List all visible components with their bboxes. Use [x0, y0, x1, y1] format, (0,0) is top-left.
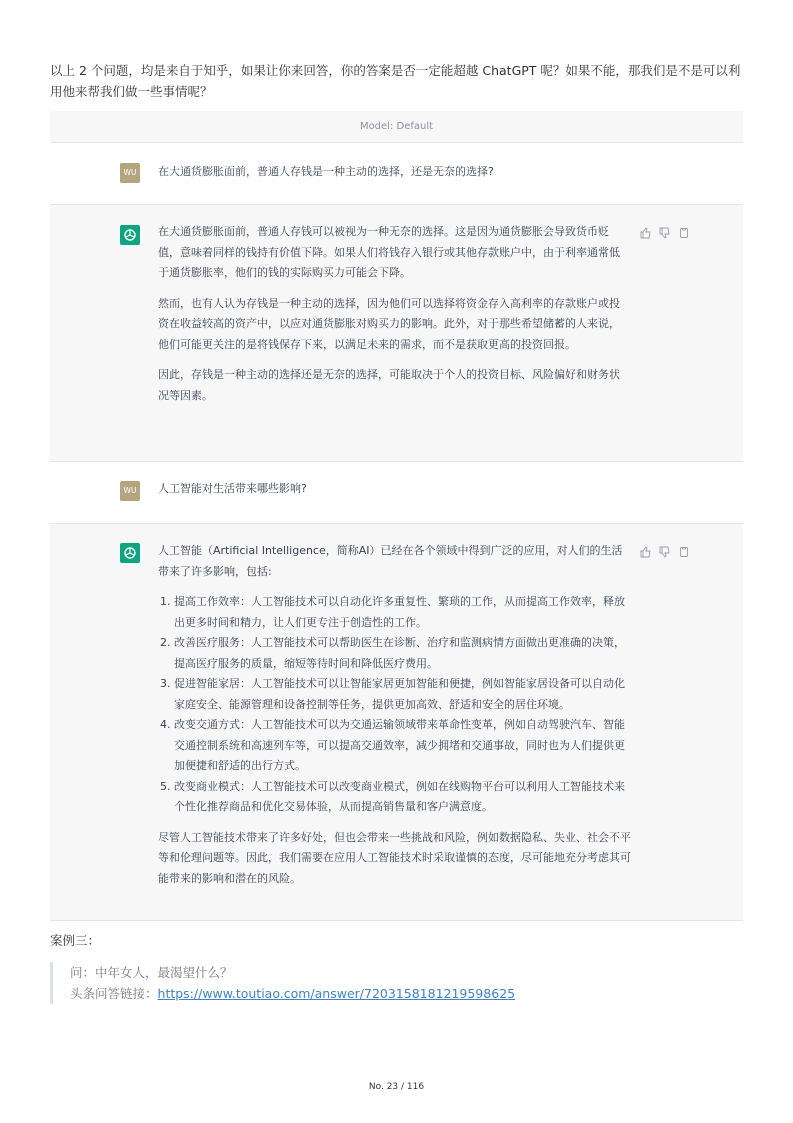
- link-prefix: 头条问答链接：: [70, 986, 158, 1001]
- user-message-text: 在大通货膨胀面前，普通人存钱是一种主动的选择，还是无奈的选择?: [158, 165, 494, 178]
- assistant-message-1: [50, 205, 743, 462]
- user-message-2: [50, 462, 743, 524]
- message-actions: [640, 546, 690, 558]
- impact-list: [158, 592, 632, 818]
- thumbs-down-icon[interactable]: [659, 546, 671, 558]
- model-label: Model: Default: [50, 111, 743, 143]
- thumbs-up-icon[interactable]: [640, 546, 652, 558]
- case-heading: 案例三：: [50, 933, 101, 948]
- case-question: 问：中年女人，最渴望什么？: [70, 965, 233, 980]
- list-item: 3. 促进智能家居：人工智能技术可以让智能家居更加智能和便捷，例如智能家居设备可以自动化家庭安全、能源管理和设备控制等任务，提供更加高效、舒适和安全的居住环境。: [174, 674, 632, 715]
- copy-icon[interactable]: [678, 546, 690, 558]
- chatgpt-logo-icon: [120, 225, 140, 245]
- list-item: 1. 提高工作效率：人工智能技术可以自动化许多重复性、繁琐的工作，从而提高工作效率，释放出更多时间和精力，让人们更专注于创造性的工作。: [174, 592, 632, 633]
- paragraph: 然而，也有人认为存钱是一种主动的选择，因为他们可以选择将资金存入高利率的存款账户或投资在收益较高的资产中，以应对通货膨胀对购买力的影响。此外，对于那些希望储蓄的人来说，他们可能更关注的是将钱保存下来，以满足未来的需求，而不是获取更高的投资回报。: [158, 296, 620, 351]
- assistant-message-text: [158, 541, 632, 899]
- list-item: 4. 改变交通方式：人工智能技术可以为交通运输领域带来革命性变革，例如自动驾驶汽车、智能交通控制系统和高速列车等，可以提高交通效率，减少拥堵和交通事故，同时也为人们提供更加便捷和舒适的出行方式。: [174, 715, 632, 777]
- thumbs-up-icon[interactable]: [640, 227, 652, 239]
- blockquote: [50, 962, 515, 1004]
- user-avatar: WU: [120, 481, 140, 501]
- paragraph: 因此，存钱是一种主动的选择还是无奈的选择，可能取决于个人的投资目标、风险偏好和财务状况等因素。: [158, 368, 620, 402]
- message-actions: [640, 227, 690, 239]
- assistant-message-2: [50, 524, 743, 921]
- toutiao-answer-link[interactable]: https://www.toutiao.com/answer/7203158181219598625: [157, 986, 516, 1001]
- list-item: 2. 改善医疗服务：人工智能技术可以帮助医生在诊断、治疗和监测病情方面做出更准确的决策，提高医疗服务的质量，缩短等待时间和降低医疗费用。: [174, 633, 632, 674]
- chatgpt-logo-icon: [120, 543, 140, 563]
- intro-paragraph: 以上 2 个问题，均是来自于知乎，如果让你来回答，你的答案是否一定能超越 ChatGPT 呢？如果不能，那我们是不是可以利用他来帮我们做一些事情呢？: [50, 63, 741, 99]
- page-number: No. 23 / 116: [368, 1082, 425, 1092]
- chat-transcript: [50, 111, 743, 921]
- user-message-1: [50, 143, 743, 205]
- paragraph: 在大通货膨胀面前，普通人存钱可以被视为一种无奈的选择。这是因为通货膨胀会导致货币贬值，意味着同样的钱持有价值下降。如果人们将钱存入银行或其他存款账户中，由于利率通常低于通货膨胀率，他们的钱的实际购买力可能会下降。: [158, 225, 620, 279]
- copy-icon[interactable]: [678, 227, 690, 239]
- case-link-line: [70, 983, 515, 1004]
- assistant-message-text: [158, 222, 628, 416]
- paragraph: 尽管人工智能技术带来了许多好处，但也会带来一些挑战和风险，例如数据隐私、失业、社会不平等和伦理问题等。因此，我们需要在应用人工智能技术时采取谨慎的态度，尽可能地充分考虑其可能带来的影响和潜在的风险。: [158, 830, 631, 885]
- user-avatar: WU: [120, 163, 140, 183]
- paragraph: 人工智能（Artificial Intelligence，简称AI）已经在各个领域中得到广泛的应用，对人们的生活带来了许多影响，包括:: [158, 544, 623, 578]
- list-item: 5. 改变商业模式：人工智能技术可以改变商业模式，例如在线购物平台可以利用人工智能技术来个性化推荐商品和优化交易体验，从而提高销售量和客户满意度。: [174, 777, 632, 818]
- user-message-text: 人工智能对生活带来哪些影响?: [158, 482, 307, 495]
- thumbs-down-icon[interactable]: [659, 227, 671, 239]
